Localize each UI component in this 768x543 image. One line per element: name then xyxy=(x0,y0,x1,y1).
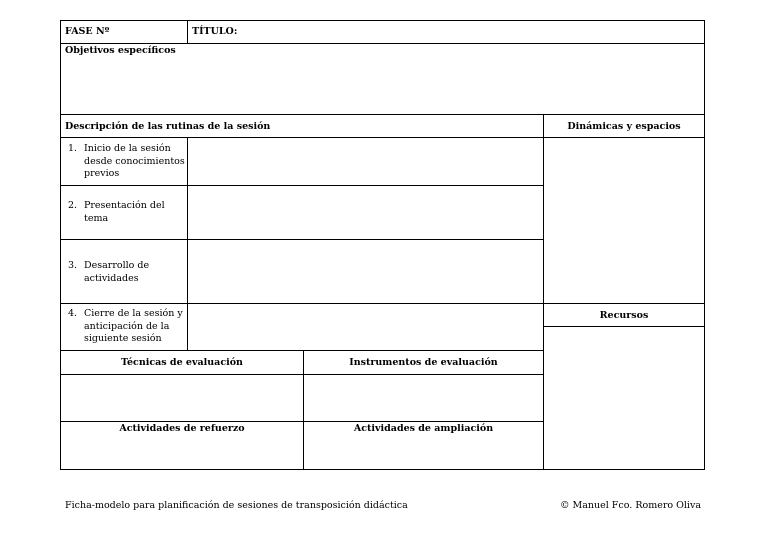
rutina-text: Inicio de la sesión desde conocimientos previos xyxy=(84,143,185,179)
rutina-text: Presentación del tema xyxy=(84,200,165,224)
rutinas-label-divider xyxy=(187,137,188,351)
header-row-divider xyxy=(60,43,705,44)
right-column-divider xyxy=(543,114,544,470)
rutinas-heading-divider xyxy=(60,137,705,138)
titulo-label: TÍTULO: xyxy=(192,26,238,37)
rutina-number: 2. xyxy=(68,200,78,211)
table-border-left xyxy=(60,20,61,470)
recursos-heading: Recursos xyxy=(599,310,649,321)
instrumentos-heading: Instrumentos de evaluación xyxy=(349,357,498,368)
rutina-number: 3. xyxy=(68,260,78,271)
rutina-number: 4. xyxy=(68,308,78,319)
evaluacion-heading-divider xyxy=(60,374,544,375)
rutina-text: Desarrollo de actividades xyxy=(84,260,150,284)
rutina-text: Cierre de la sesión y anticipación de la siguiente sesión xyxy=(84,308,183,344)
rutina-row-divider-1 xyxy=(60,185,544,186)
dinamicas-heading: Dinámicas y espacios xyxy=(567,121,681,132)
refuerzo-heading: Actividades de refuerzo xyxy=(119,423,245,434)
rutinas-heading: Descripción de las rutinas de la sesión xyxy=(65,121,271,132)
tecnicas-heading: Técnicas de evaluación xyxy=(121,357,243,368)
evaluacion-row-divider xyxy=(60,421,544,422)
fase-label: FASE Nº xyxy=(65,26,110,37)
recursos-heading-divider xyxy=(543,326,705,327)
footer-right: © Manuel Fco. Romero Oliva xyxy=(559,500,701,511)
footer-left: Ficha-modelo para planificación de sesiones de transposición didáctica xyxy=(65,500,408,511)
table-border-right xyxy=(704,20,705,470)
rutina-number: 1. xyxy=(68,143,78,154)
rutina-row-divider-2 xyxy=(60,239,544,240)
fase-titulo-divider xyxy=(187,20,188,44)
table-border-top xyxy=(60,20,705,21)
table-border-bottom xyxy=(60,469,705,470)
rutina-row-divider-3 xyxy=(60,303,705,304)
objetivos-row-divider xyxy=(60,114,705,115)
ampliacion-heading: Actividades de ampliación xyxy=(353,423,494,434)
objetivos-label: Objetivos específicos xyxy=(65,45,176,56)
evaluacion-top-divider xyxy=(60,350,544,351)
